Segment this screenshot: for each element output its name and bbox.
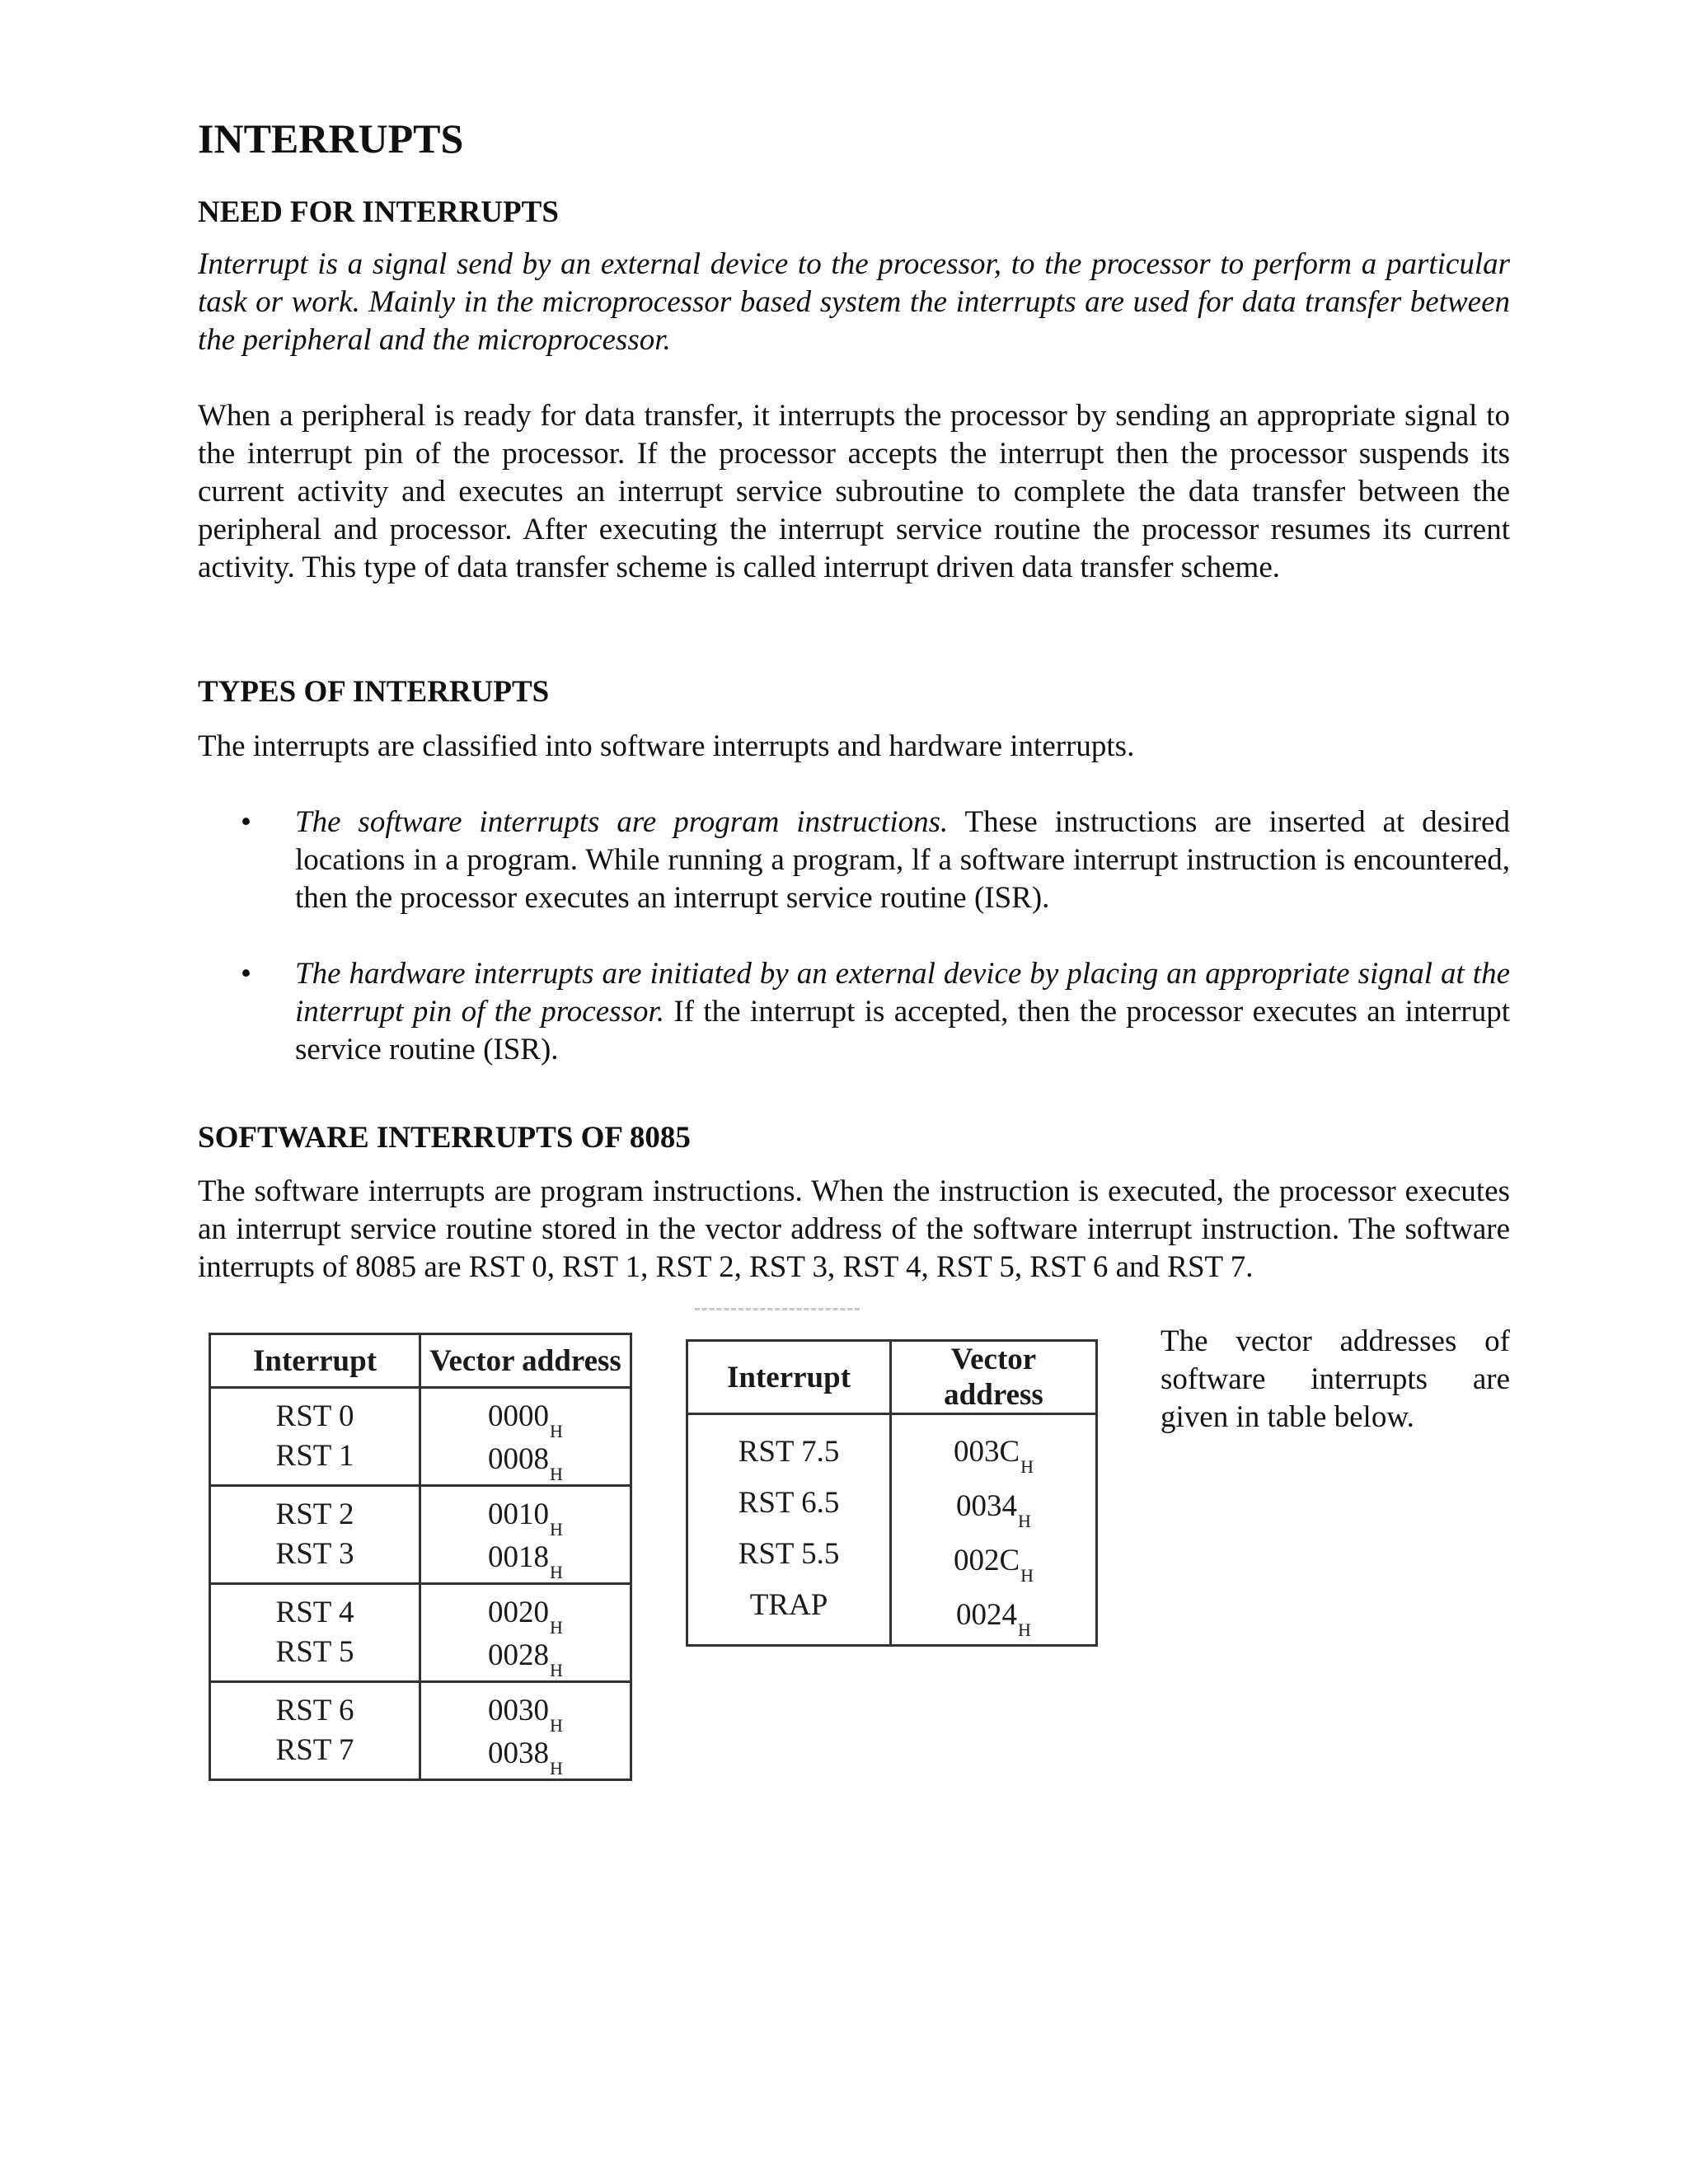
column-header-interrupt: Interrupt bbox=[687, 1341, 891, 1414]
types-intro-paragraph: The interrupts are classified into software interrupts and hardware interrupts. bbox=[198, 729, 1135, 763]
vector-address: 0034 bbox=[956, 1489, 1018, 1524]
interrupt-name: RST 5.5 bbox=[738, 1537, 840, 1572]
interrupt-name: RST 3 bbox=[275, 1537, 354, 1572]
list-item-hardware-interrupts bbox=[198, 955, 1510, 1069]
hex-subscript: H bbox=[1020, 1456, 1034, 1478]
section-heading-need: NEED FOR INTERRUPTS bbox=[198, 195, 559, 229]
interrupt-name: RST 1 bbox=[275, 1439, 354, 1474]
vector-address: 0008 bbox=[488, 1442, 550, 1477]
vector-address: 0018 bbox=[488, 1540, 550, 1575]
interrupt-name: RST 4 bbox=[275, 1596, 354, 1630]
bullet-icon: • bbox=[241, 804, 251, 839]
interrupt-name: RST 2 bbox=[275, 1497, 354, 1532]
hex-subscript: H bbox=[1020, 1565, 1034, 1586]
bullet-icon: • bbox=[241, 956, 251, 991]
vector-address: 0038 bbox=[488, 1736, 550, 1771]
vector-address: 0028 bbox=[488, 1638, 550, 1673]
hex-subscript: H bbox=[550, 1562, 563, 1583]
vector-address: 0020 bbox=[488, 1596, 550, 1630]
table-row bbox=[687, 1414, 1097, 1646]
interrupt-name: RST 7 bbox=[275, 1733, 354, 1768]
hex-subscript: H bbox=[550, 1660, 563, 1681]
section-heading-software: SOFTWARE INTERRUPTS OF 8085 bbox=[198, 1120, 691, 1155]
table-header-row bbox=[687, 1341, 1097, 1414]
hex-subscript: H bbox=[550, 1519, 563, 1540]
vector-table-caption: The vector addresses of software interrupts are given in table below. bbox=[1160, 1324, 1510, 1435]
table-row bbox=[210, 1682, 631, 1780]
interrupt-name: RST 7.5 bbox=[738, 1435, 840, 1469]
list-item-software-interrupts bbox=[198, 804, 1510, 917]
interrupt-name: RST 5 bbox=[275, 1635, 354, 1670]
bullet-body-text: If the interrupt is accepted, then the processor executes an interrupt service routine (ISR). bbox=[295, 994, 1510, 1066]
vector-address: 0010 bbox=[488, 1497, 550, 1532]
interrupt-name: RST 6 bbox=[275, 1694, 354, 1728]
column-header-vector-address: Vector address bbox=[891, 1341, 1097, 1414]
hex-subscript: H bbox=[550, 1617, 563, 1638]
hex-subscript: H bbox=[550, 1715, 563, 1736]
column-header-vector-address: Vector address bbox=[420, 1334, 631, 1388]
types-bullet-list bbox=[198, 804, 1510, 1069]
interrupt-name: TRAP bbox=[749, 1588, 828, 1623]
vector-address: 003C bbox=[953, 1435, 1020, 1469]
table-header-row bbox=[210, 1334, 631, 1388]
vector-tables-area bbox=[198, 1324, 1510, 1844]
vector-address: 0030 bbox=[488, 1694, 550, 1728]
vector-address: 0000 bbox=[488, 1399, 550, 1434]
software-paragraph: The software interrupts are program instructions. When the instruction is executed, the processor executes an interrupt service routine stored in the vector address of the software interrupt instruction. The software interrupts of 8085 are RST 0, RST 1, RST 2, RST 3, RST 4, RST 5, RST 6 and RST 7. bbox=[198, 1174, 1510, 1285]
section-heading-types: TYPES OF INTERRUPTS bbox=[198, 675, 550, 710]
software-vector-table bbox=[209, 1333, 632, 1781]
table-row bbox=[210, 1486, 631, 1584]
hex-subscript: H bbox=[550, 1464, 563, 1485]
page-title: INTERRUPTS bbox=[198, 115, 464, 162]
bullet-body-text: These instructions are inserted at desired locations in a program. While running a program, lf a software interrupt instruction is encountered, then the processor executes an interrupt service routine (ISR). bbox=[295, 804, 1510, 915]
bullet-italic-lead: The hardware interrupts are initiated by an external device by placing an appropriate signal at the interrupt pin of the processor. bbox=[295, 956, 1510, 1029]
hardware-vector-table bbox=[686, 1339, 1098, 1647]
interrupt-name: RST 6.5 bbox=[738, 1486, 840, 1521]
interrupt-name: RST 0 bbox=[275, 1399, 354, 1434]
hex-subscript: H bbox=[550, 1758, 563, 1779]
column-header-interrupt: Interrupt bbox=[210, 1334, 420, 1388]
table-row bbox=[210, 1388, 631, 1486]
vector-address: 0024 bbox=[956, 1598, 1018, 1633]
need-paragraph-explanation: When a peripheral is ready for data transfer, it interrupts the processor by sending an appropriate signal to the interrupt pin of the processor. If the processor accepts the interrupt then the processor suspends its current activity and executes an interrupt service subroutine to complete the data transfer between the peripheral and processor. After executing the interrupt service routine the processor resumes its current activity. This type of data transfer scheme is called interrupt driven data transfer scheme. bbox=[198, 399, 1510, 585]
bullet-italic-lead: The software interrupts are program instructions. bbox=[295, 804, 949, 839]
document-page bbox=[198, 114, 1510, 1844]
hex-subscript: H bbox=[1018, 1511, 1031, 1532]
vector-address: 002C bbox=[953, 1544, 1020, 1578]
table-row bbox=[210, 1584, 631, 1682]
hex-subscript: H bbox=[1018, 1619, 1031, 1641]
hex-subscript: H bbox=[550, 1421, 563, 1442]
scan-artifact-divider bbox=[695, 1308, 860, 1314]
need-paragraph-definition: Interrupt is a signal send by an external device to the processor, to the processor to perform a particular task or work. Mainly in the microprocessor based system the interrupts are used for data transfer between the peripheral and the microprocessor. bbox=[198, 247, 1510, 358]
